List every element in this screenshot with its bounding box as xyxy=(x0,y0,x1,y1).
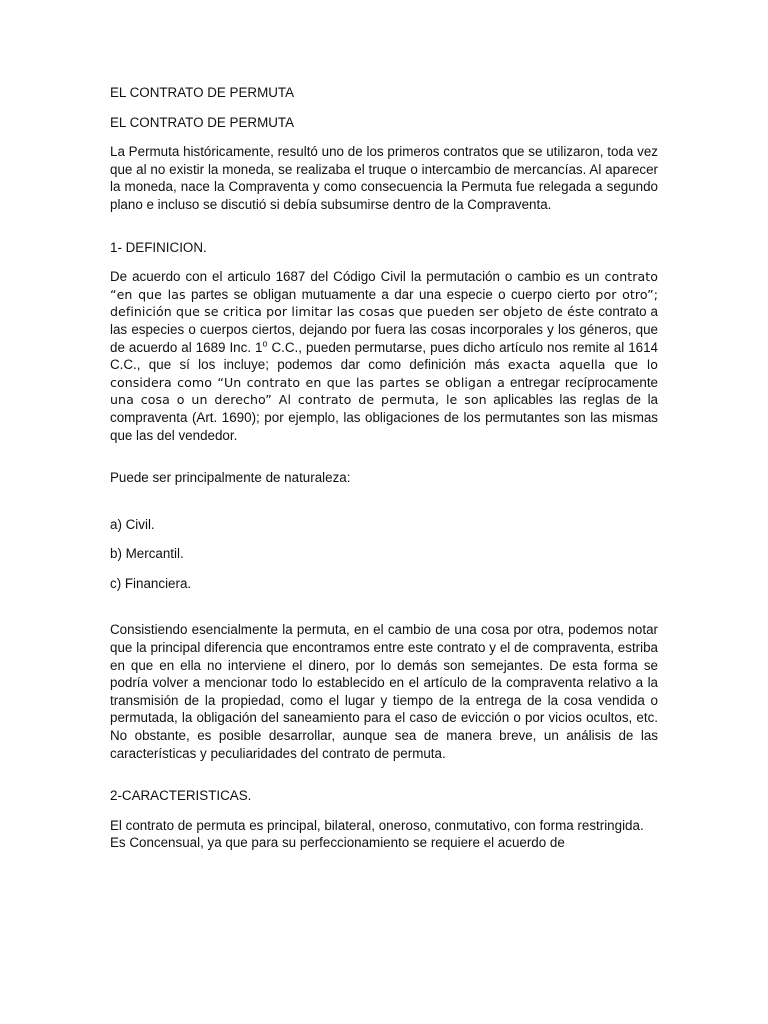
list-item: a) Civil. xyxy=(110,516,155,532)
definition-text-i: una cosa o un derecho” Al contrato de permuta, le son xyxy=(110,392,487,408)
definition-paragraph xyxy=(110,268,658,444)
definition-text-j: aplicables las reglas de la compraventa (Art. 1690); por ejemplo, las obligaciones de los permutantes son las mismas que las del vendedor. xyxy=(110,392,658,443)
ordinal-superscript: o xyxy=(262,338,268,349)
document-page xyxy=(110,84,658,852)
definition-text-e: contrato a las especies o cuerpos ciertos, dejando por fuera las cosas incorporales y los géneros, que de acuerdo al 1689 Inc. 1 xyxy=(110,304,658,355)
definition-text-b: contrato “en que las xyxy=(110,269,658,302)
consisting-paragraph: Consistiendo esencialmente la permuta, en el cambio de una cosa por otra, podemos notar que la principal diferencia que encontramos entre este contrato y el de compraventa, estriba en que en ella no interviene el dinero, por lo demás son semejantes. De esta forma se podría volver a mencionar todo lo establecido en el artículo de la compraventa relativo a la transmisión de la propiedad, como el lugar y tiempo de la entrega de la cosa vendida o permutada, la obligación del saneamiento para el caso de evicción o por vicios ocultos, etc. No obstante, es posible desarrollar, aunque sea de manera breve, un análisis de las características y peculiaridades del contrato de permuta. xyxy=(110,622,658,761)
section-heading-definicion: 1- DEFINICION. xyxy=(110,239,207,255)
document-subtitle: EL CONTRATO DE PERMUTA xyxy=(110,114,295,130)
nature-intro: Puede ser principalmente de naturaleza: xyxy=(110,470,351,486)
list-item: c) Financiera. xyxy=(110,575,192,591)
document-title: EL CONTRATO DE PERMUTA xyxy=(110,85,295,100)
definition-text-c: partes se obligan mutuamente a dar una especie o cuerpo cierto xyxy=(190,286,591,302)
list-item: b) Mercantil. xyxy=(110,546,184,562)
intro-paragraph: La Permuta históricamente, resultó uno de los primeros contratos que se utilizaron, toda vez que al no existir la moneda, se realizaba el truque o intercambio de mercancías. Al aparecer la moneda, nace la Compraventa y como consecuencia la Permuta fue relegada a segundo plano e incluso se discutió si debía subsumirse dentro de la Compraventa. xyxy=(110,144,658,212)
nature-list xyxy=(110,516,658,593)
definition-text-f: C.C., pueden permutarse, pues dicho artículo nos remite al 1614 C.C., que sí los incluye; podemos dar como definición más xyxy=(110,339,658,373)
definition-text-d: por otro”; definición que se critica por limitar las cosas que pueden ser objeto de éste xyxy=(110,286,658,320)
consensual-paragraph: Es Concensual, ya que para su perfeccionamiento se requiere el acuerdo de xyxy=(110,835,565,851)
characteristics-paragraph: El contrato de permuta es principal, bilateral, oneroso, conmutativo, con forma restringida. xyxy=(110,817,644,833)
definition-text-h: entregar recíprocamente xyxy=(510,374,658,390)
definition-text-g: exacta aquella que lo considera como “Un contrato en que las partes se obligan a xyxy=(110,357,658,390)
section-heading-caracteristicas: 2-CARACTERISTICAS. xyxy=(110,788,252,804)
definition-text-a: De acuerdo con el articulo 1687 del Código Civil la permutación o cambio es un xyxy=(110,269,600,285)
